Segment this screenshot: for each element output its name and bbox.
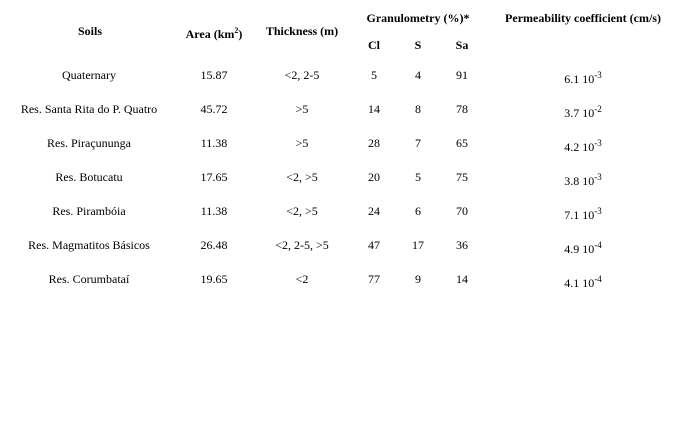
perm-exp: -3: [594, 206, 602, 216]
row-sa: 36: [456, 238, 468, 252]
row-soil: Res. Santa Rita do P. Quatro: [20, 102, 158, 116]
row-permeability: [540, 208, 626, 222]
row-thickness: >5: [295, 136, 309, 150]
row-sa: 14: [456, 272, 468, 286]
header-cl: Cl: [368, 38, 380, 52]
row-sa: 78: [456, 102, 468, 116]
perm-base: 4.2 10: [564, 140, 595, 154]
perm-base: 7.1 10: [564, 208, 595, 222]
row-cl: 24: [368, 204, 380, 218]
row-permeability: [540, 72, 626, 86]
row-s: 8: [415, 102, 421, 116]
row-area: 17.65: [200, 170, 228, 184]
header-area-suffix: ): [238, 27, 243, 41]
perm-exp: -4: [594, 274, 602, 284]
perm-exp: -3: [594, 70, 602, 80]
row-thickness: <2: [295, 272, 309, 286]
row-cl: 28: [368, 136, 380, 150]
row-thickness: >5: [295, 102, 309, 116]
row-s: 6: [415, 204, 421, 218]
row-cl: 14: [368, 102, 380, 116]
row-thickness: <2, >5: [286, 204, 318, 218]
row-permeability: [540, 174, 626, 188]
header-thickness: Thickness (m): [265, 24, 339, 38]
row-area: 45.72: [200, 102, 228, 116]
row-soil: Res. Corumbataí: [48, 272, 130, 286]
row-sa: 65: [456, 136, 468, 150]
header-permeability: Permeability coefficient (cm/s): [505, 11, 661, 25]
perm-exp: -4: [594, 240, 602, 250]
row-thickness: <2, 2-5, >5: [275, 238, 329, 252]
row-s: 9: [415, 272, 421, 286]
row-permeability: [540, 140, 626, 154]
perm-base: 6.1 10: [564, 72, 595, 86]
row-soil: Res. Piraçununga: [47, 136, 131, 150]
row-sa: 91: [456, 68, 468, 82]
header-area: [176, 24, 252, 41]
row-area: 19.65: [200, 272, 228, 286]
row-s: 5: [415, 170, 421, 184]
row-soil: Res. Botucatu: [55, 170, 123, 184]
row-cl: 77: [368, 272, 380, 286]
row-soil: Quaternary: [62, 68, 116, 82]
row-thickness: <2, 2-5: [284, 68, 320, 82]
row-cl: 20: [368, 170, 380, 184]
perm-base: 4.1 10: [564, 276, 595, 290]
row-permeability: [540, 106, 626, 120]
row-s: 4: [415, 68, 421, 82]
perm-exp: -3: [594, 172, 602, 182]
header-sa: Sa: [455, 38, 469, 52]
perm-exp: -3: [594, 138, 602, 148]
header-area-text: Area (km: [185, 27, 235, 41]
row-permeability: [540, 276, 626, 290]
row-sa: 75: [456, 170, 468, 184]
perm-exp: -2: [594, 104, 602, 114]
row-s: 17: [412, 238, 424, 252]
header-s: S: [414, 38, 422, 52]
row-sa: 70: [456, 204, 468, 218]
row-soil: Res. Magmatitos Básicos: [28, 238, 150, 252]
perm-base: 3.7 10: [564, 106, 595, 120]
row-permeability: [540, 242, 626, 256]
row-thickness: <2, >5: [286, 170, 318, 184]
header-area-sup: 2: [234, 26, 239, 35]
header-soils: Soils: [77, 24, 102, 38]
row-s: 7: [415, 136, 421, 150]
perm-base: 3.8 10: [564, 174, 595, 188]
row-area: 15.87: [200, 68, 228, 82]
row-cl: 5: [371, 68, 377, 82]
perm-base: 4.9 10: [564, 242, 595, 256]
row-cl: 47: [368, 238, 380, 252]
header-granulometry: Granulometry (%)*: [366, 11, 470, 25]
row-area: 11.38: [200, 136, 228, 150]
row-soil: Res. Pirambóia: [52, 204, 126, 218]
row-area: 11.38: [200, 204, 228, 218]
row-area: 26.48: [200, 238, 228, 252]
